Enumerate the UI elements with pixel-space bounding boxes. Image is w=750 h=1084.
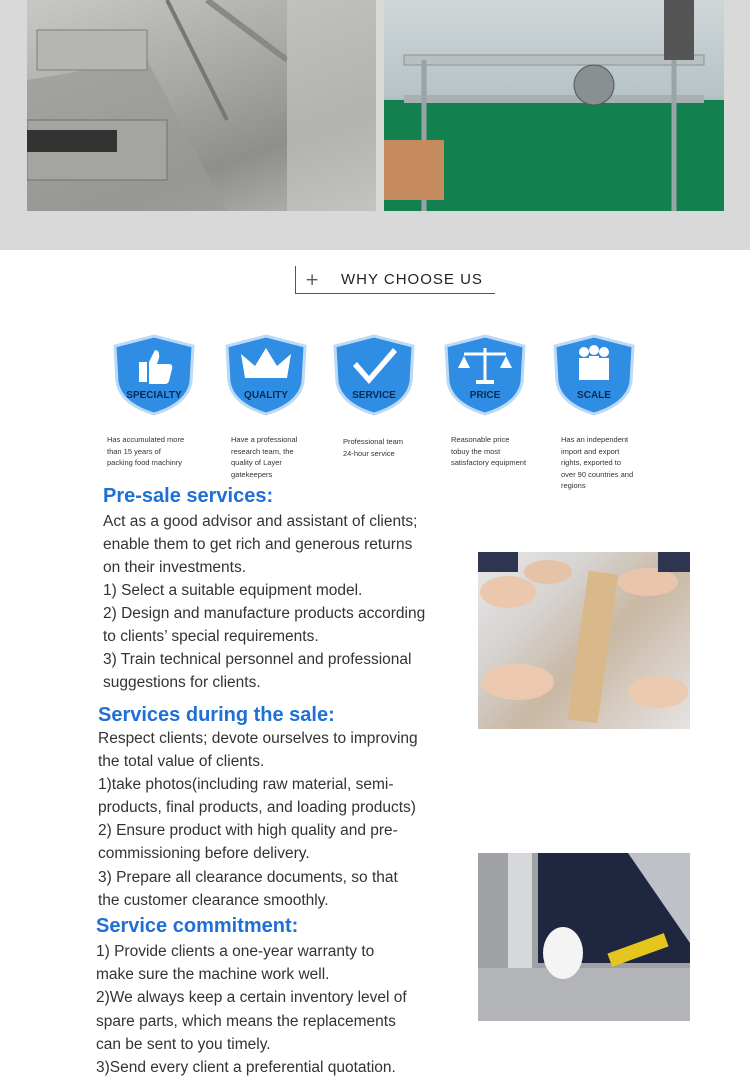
presale-line: suggestions for clients.	[103, 674, 261, 691]
presale-line: on their investments.	[103, 559, 247, 576]
commitment-line: 2)We always keep a certain inventory level of	[96, 989, 407, 1006]
feature-label: QUALITY	[244, 390, 288, 401]
desc-line: packing food machinry	[107, 458, 183, 467]
commitment-line: make sure the machine work well.	[96, 966, 330, 983]
crown-icon	[223, 334, 309, 416]
during-line: 1)take photos(including raw material, semi-	[98, 776, 394, 793]
desc-line: over 90 countries and	[561, 469, 634, 479]
people-group-icon	[551, 334, 637, 416]
desc-line: research team, the	[231, 446, 294, 456]
thumbs-up-icon	[111, 334, 197, 416]
feature-label: SCALE	[577, 390, 611, 401]
factory-machine-photo	[27, 0, 376, 211]
desc-line: import and export	[561, 446, 620, 456]
checkmark-icon	[331, 334, 417, 416]
during-line: 3) Prepare all clearance documents, so that	[98, 869, 398, 886]
scales-icon	[442, 334, 528, 416]
during-line: products, final products, and loading products)	[98, 799, 416, 816]
heading-title: WHY CHOOSE US	[341, 271, 483, 288]
during-line: 2) Ensure product with high quality and pre-	[98, 822, 398, 839]
presale-line: to clients’ special requirements.	[103, 628, 319, 645]
feature-label: PRICE	[469, 390, 501, 401]
feature-badge-price	[442, 334, 528, 416]
feature-description	[561, 434, 633, 492]
desc-line: quality of Layer	[231, 458, 282, 467]
presale-line: 1) Select a suitable equipment model.	[103, 582, 363, 599]
feature-label: SERVICE	[352, 390, 396, 401]
feature-badge-service	[331, 334, 417, 416]
feature-description	[107, 434, 184, 469]
feature-description	[451, 434, 526, 469]
feature-badge-scale	[551, 334, 637, 416]
during-line: the total value of clients.	[98, 753, 265, 770]
presale-line: Act as a good advisor and assistant of clients;	[103, 513, 418, 530]
section-heading	[295, 266, 495, 294]
presale-line: 2) Design and manufacture products according	[103, 605, 426, 622]
during-line: Respect clients; devote ourselves to improving	[98, 730, 418, 747]
desc-line: regions	[561, 481, 586, 490]
desc-line: rights, exported to	[561, 458, 622, 467]
commitment-line: 3)Send every client a preferential quotation.	[96, 1059, 396, 1076]
during-line: commissioning before delivery.	[98, 845, 310, 862]
worker-inspection-photo	[478, 853, 690, 1021]
desc-line: Has an independent	[561, 435, 629, 444]
desc-line: Have a professional	[231, 435, 298, 444]
commitment-line: spare parts, which means the replacements	[96, 1013, 396, 1030]
feature-label: SPECIALTY	[126, 390, 182, 401]
commitment-line: 1) Provide clients a one-year warranty to	[96, 943, 375, 960]
feature-description	[343, 436, 403, 459]
conveyor-machine-photo	[384, 0, 724, 211]
commitment-line: can be sent to you timely.	[96, 1036, 271, 1053]
feature-badge-specialty	[111, 334, 197, 416]
desc-line: Professional team	[343, 437, 404, 446]
during-title: Services during the sale:	[98, 704, 335, 726]
during-line: the customer clearance smoothly.	[98, 892, 329, 909]
desc-line: tobuy the most	[451, 446, 501, 456]
feature-badge-quality	[223, 334, 309, 416]
plus-icon: +	[305, 270, 320, 290]
desc-line: satisfactory equipment	[451, 458, 527, 467]
desc-line: Has accumulated more	[107, 435, 185, 444]
desc-line: 24-hour service	[343, 448, 395, 458]
commitment-title: Service commitment:	[96, 915, 299, 937]
teamwork-hands-photo	[478, 552, 690, 729]
presale-title: Pre-sale services:	[103, 485, 274, 507]
presale-line: 3) Train technical personnel and professional	[103, 651, 412, 668]
desc-line: Reasonable price	[451, 435, 510, 444]
desc-line: than 15 years of	[107, 446, 161, 456]
desc-line: gatekeepers	[231, 469, 273, 479]
feature-description	[231, 434, 297, 480]
presale-line: enable them to get rich and generous returns	[103, 536, 413, 553]
